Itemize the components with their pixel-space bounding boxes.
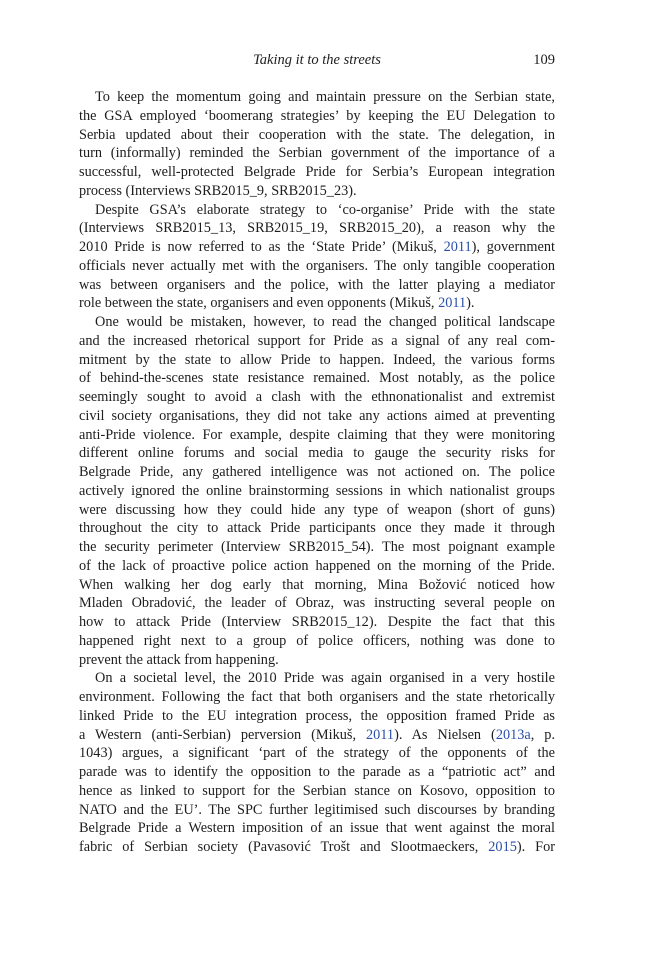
citation-link[interactable]: 2013a	[495, 726, 531, 743]
text-line: actively ignored the online brainstorming sessions in which nationalist groups	[79, 482, 555, 499]
citation-link[interactable]: 2011	[443, 239, 472, 255]
text-line: was between organisers and the police, with the latter playing a mediator	[79, 276, 555, 293]
text-line: (Interviews SRB2015_13, SRB2015_19, SRB2015_20), a reason why the	[79, 220, 555, 237]
paragraph	[79, 313, 555, 669]
text-line: Serbia updated about their cooperation with the state. The delegation, in	[79, 126, 555, 143]
text-line: of the lack of proactive police action happened on the morning of the Pride.	[79, 557, 555, 574]
text-line: seemingly sought to avoid a clash with the ethnonationalist and extremist	[79, 389, 555, 405]
text-line: officials never actually met with the organisers. The only tangible cooperation	[79, 257, 555, 274]
paragraph	[79, 201, 555, 314]
text-line: mitment by the state to allow Pride to happen. Indeed, the various forms	[79, 351, 555, 368]
citation-link[interactable]: 2015	[488, 839, 517, 855]
text-line: how to attack Pride (Interview SRB2015_12). Despite the fact that this	[79, 614, 555, 630]
paragraph	[79, 88, 555, 201]
text-line: 1043) argues, a significant ‘part of the strategy of the opponents of the	[79, 745, 555, 762]
paragraph	[79, 669, 555, 857]
text-line: Despite GSA’s elaborate strategy to ‘co-organise’ Pride with the state	[95, 201, 555, 218]
text-line: On a societal level, the 2010 Pride was again organised in a very hostile	[95, 670, 555, 687]
page-number: 109	[533, 52, 555, 68]
text-line: To keep the momentum going and maintain pressure on the Serbian state,	[95, 89, 555, 105]
text-line: anti-Pride violence. For example, despite claiming that they were monitoring	[79, 426, 555, 443]
text-line: and the increased rhetorical support for Pride as a signal of any real com-	[79, 332, 555, 349]
citation-link[interactable]: 2011	[438, 295, 467, 312]
text-line: the GSA employed ‘boomerang strategies’ by keeping the EU Delegation to	[79, 107, 555, 124]
text-line: 2010 Pride is now referred to as the ‘State Pride’ (Mikuš, 2011), government	[79, 239, 556, 255]
text-line: NATO and the EU’. The SPC further legitimised such discourses by branding	[79, 801, 555, 818]
body-text	[79, 88, 555, 857]
text-line: prevent the attack from happening.	[79, 651, 279, 668]
text-line: a Western (anti-Serbian) perversion (Mikuš, 2011). As Nielsen (2013a, p.	[79, 726, 556, 743]
text-line: One would be mistaken, however, to read the changed political landscape	[95, 314, 555, 330]
text-line: process (Interviews SRB2015_9, SRB2015_23).	[79, 182, 357, 199]
text-line: different online forums and social media to gauge the security risks for	[79, 445, 555, 462]
text-line: role between the state, organisers and even opponents (Mikuš, 2011).	[79, 295, 475, 312]
text-line: throughout the city to attack Pride participants once they made it through	[79, 520, 555, 537]
text-line: successful, well-protected Belgrade Pride for Serbia’s European integration	[79, 164, 555, 180]
text-line: Belgrade Pride, any gathered intelligence was not actioned on. The police	[79, 464, 555, 480]
text-line: environment. Following the fact that both organisers and the state rhetorically	[79, 689, 555, 705]
text-line: parade was to identify the opposition to the parade as a “patriotic act” and	[79, 764, 555, 780]
text-line: When walking her dog early that morning, Mina Božović noticed how	[79, 576, 555, 593]
text-line: of behind-the-scenes state resistance remained. Most notably, as the police	[79, 370, 555, 387]
citation-link[interactable]: 2011	[365, 726, 395, 743]
running-title: Taking it to the streets	[253, 52, 381, 68]
text-line: were discussing how they could hide any type of weapon (short of guns)	[79, 501, 555, 518]
running-header	[79, 52, 555, 72]
text-line: fabric of Serbian society (Pavasović Trošt and Slootmaeckers, 2015). For	[79, 839, 555, 855]
text-line: hence as linked to support for the Serbian stance on Kosovo, opposition to	[79, 782, 555, 799]
text-line: linked Pride to the EU integration process, the opposition framed Pride as	[79, 707, 555, 724]
text-line: civil society organisations, they did not take any actions aimed at preventing	[79, 407, 555, 424]
text-line: turn (informally) reminded the Serbian government of the importance of a	[79, 145, 555, 162]
text-line: Belgrade Pride a Western imposition of an issue that went against the moral	[79, 820, 555, 837]
text-line: happened right next to a group of police officers, nothing was done to	[79, 632, 555, 649]
text-line: Mladen Obradović, the leader of Obraz, was instructing several people on	[79, 595, 555, 612]
text-line: the security perimeter (Interview SRB2015_54). The most poignant example	[79, 539, 555, 555]
